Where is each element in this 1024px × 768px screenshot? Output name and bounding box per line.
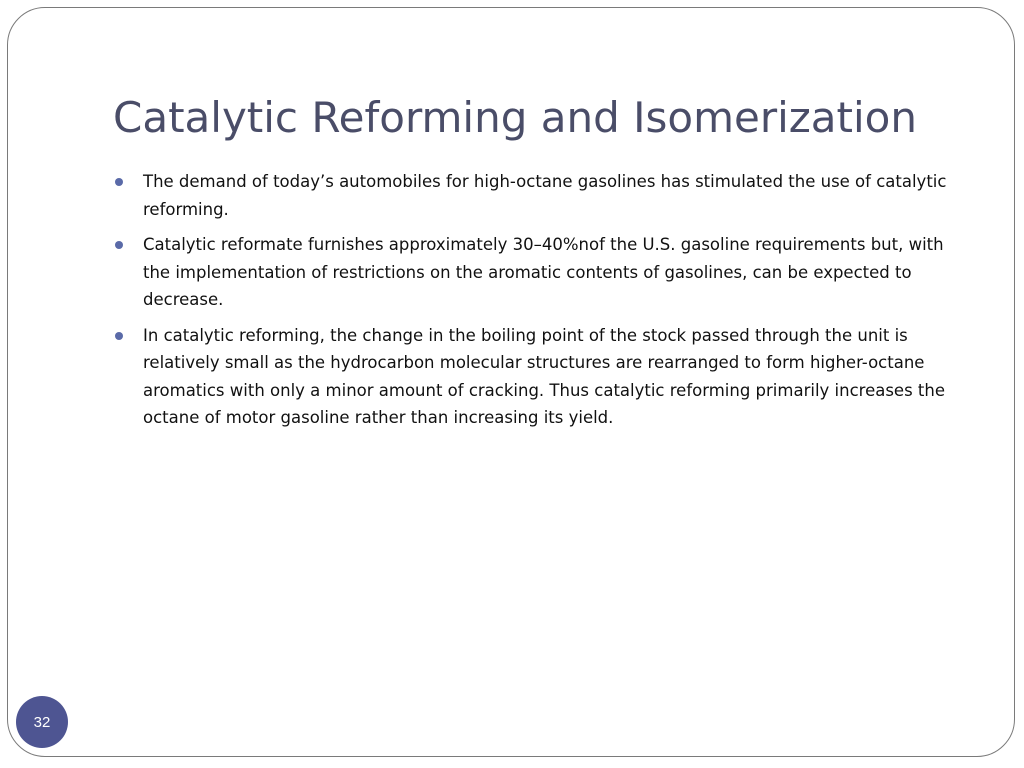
bullet-list [113, 168, 963, 440]
bullet-text: Catalytic reformate furnishes approximately 30–40%nof the U.S. gasoline requirements but, with the implementation of restrictions on the aromatic contents of gasolines, can be expected to decrease. [143, 235, 944, 309]
bullet-dot-icon [115, 178, 123, 186]
bullet-item-demand [113, 168, 963, 223]
slide-number: 32 [33, 713, 51, 731]
bullet-dot-icon [115, 241, 123, 249]
bullet-text: In catalytic reforming, the change in the boiling point of the stock passed through the unit is relatively small as the hydrocarbon molecular structures are rearranged to form higher-octane aromatics with only a minor amount of cracking. Thus catalytic reforming primarily increases the octane of motor gasoline rather than increasing its yield. [143, 325, 945, 427]
slide-title: Catalytic Reforming and Isomerization [113, 93, 917, 142]
bullet-dot-icon [115, 332, 123, 340]
bullet-item-reformate [113, 231, 963, 314]
bullet-text: The demand of today’s automobiles for high-octane gasolines has stimulated the use of catalytic reforming. [143, 172, 947, 219]
bullet-item-boiling-point [113, 322, 963, 432]
slide-number-badge [16, 696, 68, 748]
